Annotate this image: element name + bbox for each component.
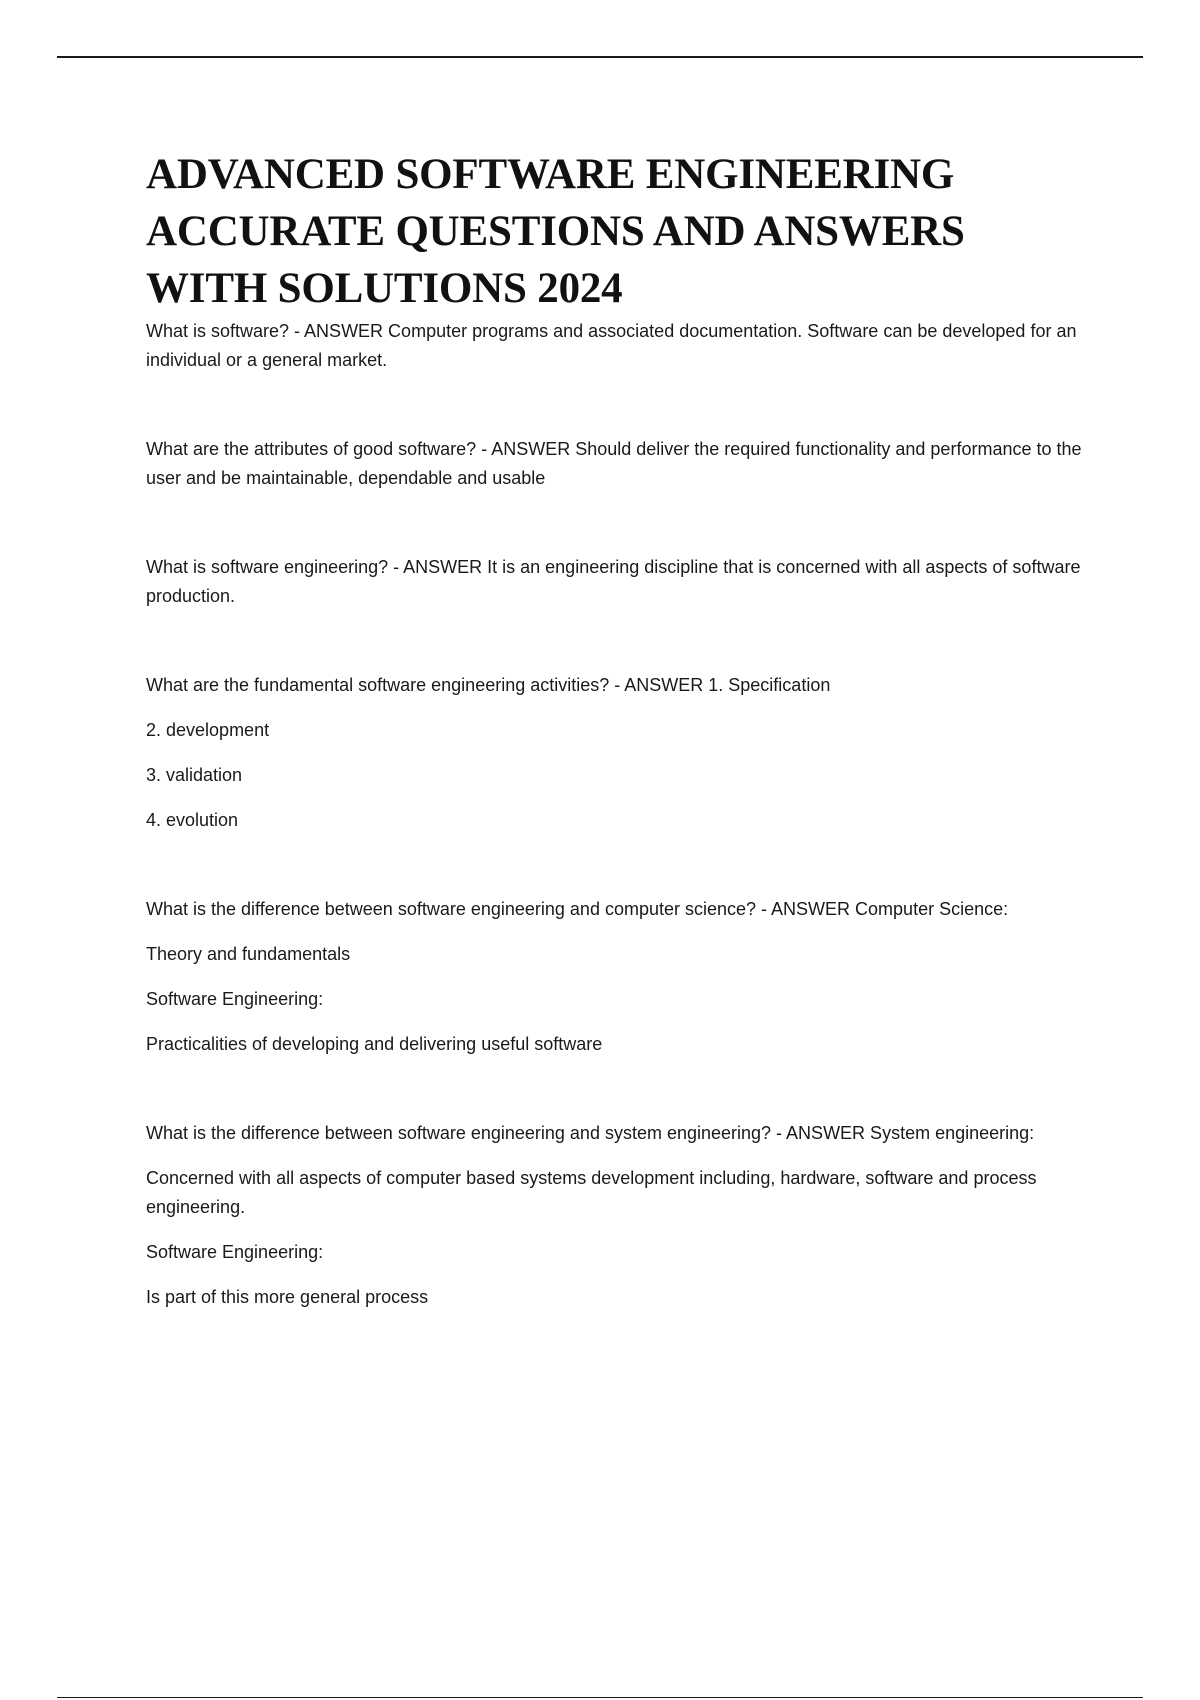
qa-item — [146, 317, 1096, 375]
title-line: WITH SOLUTIONS 2024 — [146, 265, 623, 312]
qa-item — [146, 435, 1096, 493]
question-answer: What are the attributes of good software? - ANSWER Should deliver the required functionality and performance to the user and be maintainable, dependable and usable — [146, 439, 1082, 488]
title-line: ADVANCED SOFTWARE ENGINEERING — [146, 151, 955, 198]
document-title — [146, 146, 1096, 317]
answer-paragraph: Is part of this more general process — [146, 1287, 429, 1307]
title-line: ACCURATE QUESTIONS AND ANSWERS — [146, 208, 965, 255]
answer-paragraph: Software Engineering: — [146, 1242, 324, 1262]
answer-paragraph: Software Engineering: — [146, 989, 324, 1009]
question-answer: What is software engineering? - ANSWER It is an engineering discipline that is concerned with all aspects of software production. — [146, 557, 1081, 606]
qa-item — [146, 671, 1096, 835]
question-answer: What are the fundamental software engineering activities? - ANSWER 1. Specification — [146, 675, 831, 695]
answer-paragraph: Concerned with all aspects of computer based systems development including, hardware, software and process engineering. — [146, 1168, 1037, 1217]
question-answer: What is the difference between software engineering and computer science? - ANSWER Computer Science: — [146, 899, 1009, 919]
bottom-rule — [57, 1697, 1143, 1698]
qa-item — [146, 1119, 1096, 1312]
qa-list — [146, 317, 1096, 1312]
answer-paragraph: 2. development — [146, 720, 270, 740]
answer-paragraph: Theory and fundamentals — [146, 944, 351, 964]
question-answer: What is software? - ANSWER Computer programs and associated documentation. Software can be developed for an individual or a general market. — [146, 321, 1077, 370]
answer-paragraph: 3. validation — [146, 765, 243, 785]
question-answer: What is the difference between software engineering and system engineering? - ANSWER System engineering: — [146, 1123, 1035, 1143]
answer-paragraph: 4. evolution — [146, 810, 239, 830]
qa-item — [146, 895, 1096, 1059]
answer-paragraph: Practicalities of developing and delivering useful software — [146, 1034, 603, 1054]
qa-item — [146, 553, 1096, 611]
document-body — [146, 146, 1096, 1372]
top-rule — [57, 56, 1143, 58]
